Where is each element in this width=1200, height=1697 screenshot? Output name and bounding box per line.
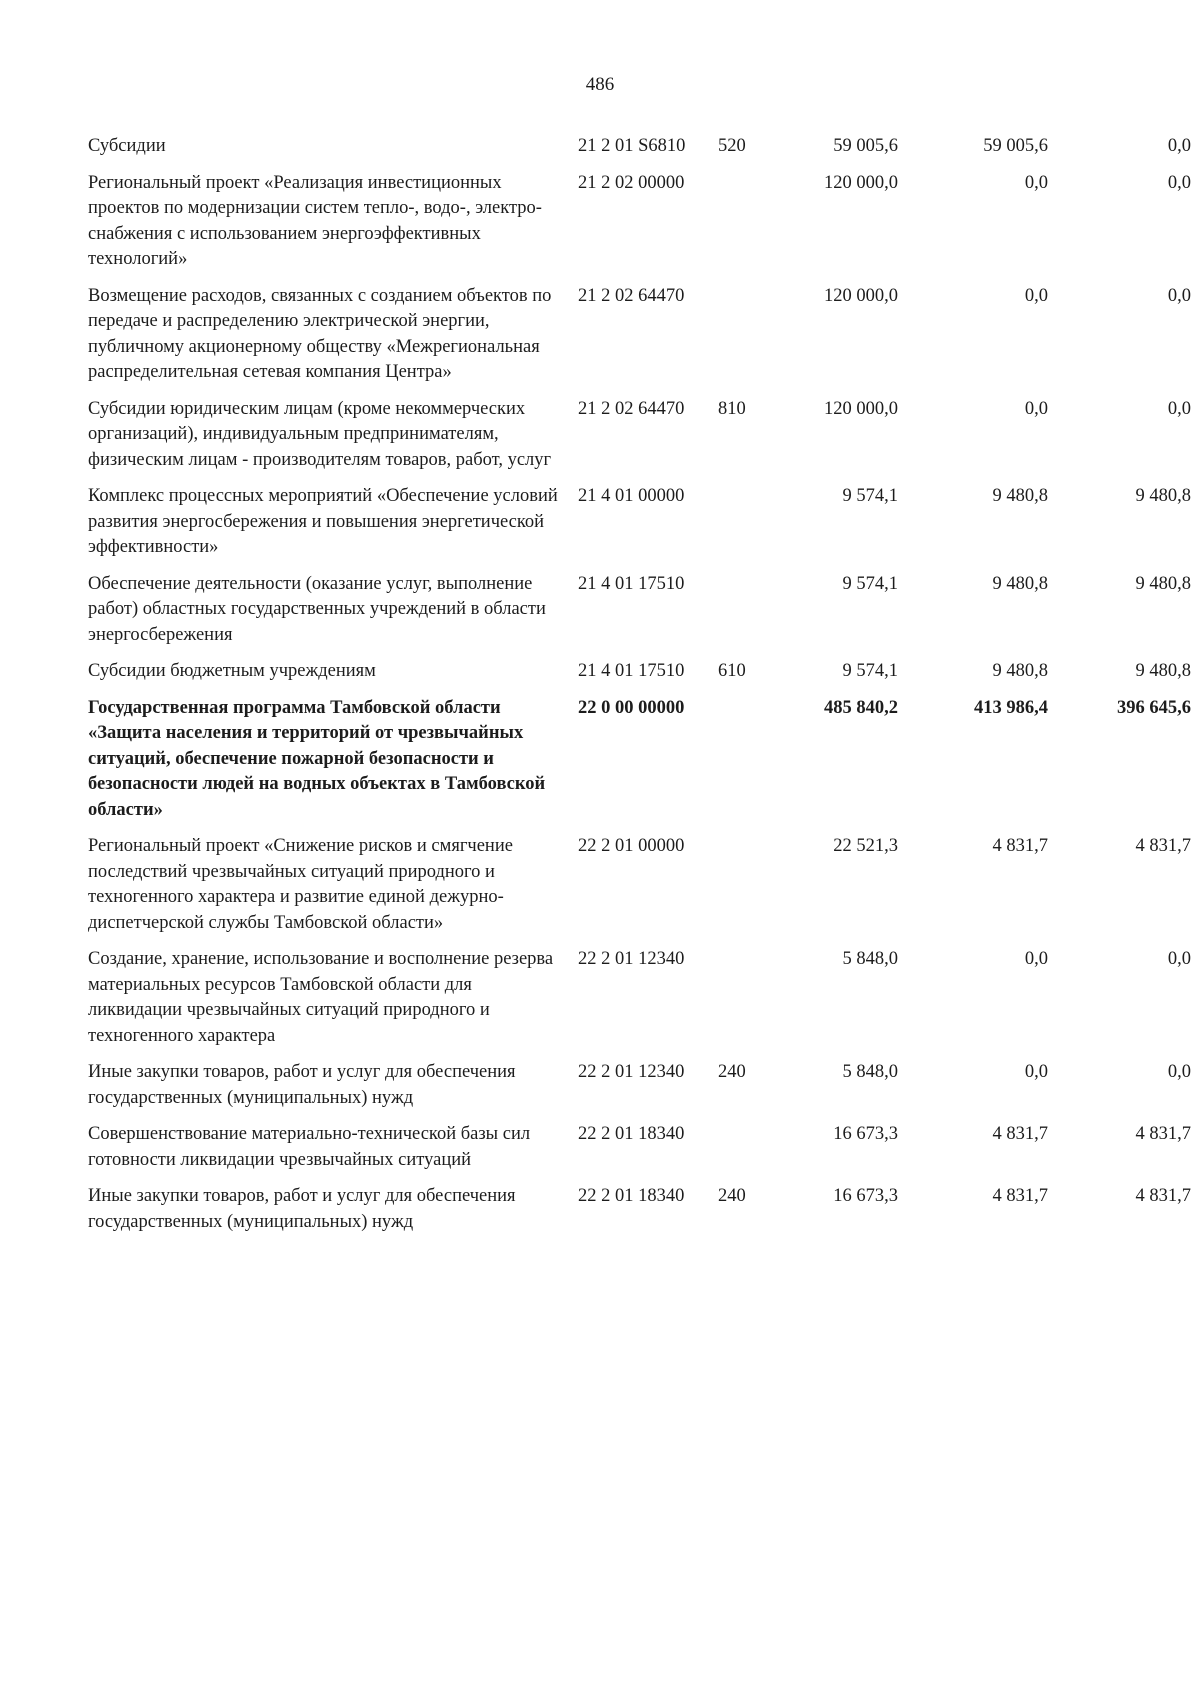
- budget-table: [88, 134, 1191, 1246]
- table-row: [88, 1184, 1191, 1246]
- table-row: [88, 572, 1191, 660]
- row-expense-type: 240: [718, 1186, 746, 1206]
- row-code: 21 2 02 64470: [578, 398, 685, 419]
- row-code: 21 2 02 64470: [578, 285, 685, 306]
- row-value-3: 0,0: [1167, 949, 1191, 969]
- row-expense-type: [713, 171, 773, 284]
- row-expense-type: [713, 572, 773, 660]
- row-value-3: 0,0: [1167, 285, 1191, 306]
- row-name: Создание, хранение, использование и восполнение резерва материальных ресурсов Тамбовской области для ликвидации чрезвычайных ситуаций природного и техногенного характера: [88, 949, 554, 1046]
- row-value-3: 4 831,7: [1135, 1124, 1191, 1144]
- row-value-3: 4 831,7: [1135, 1186, 1191, 1206]
- row-name: Региональный проект «Реализация инвестиционных проектов по модернизации систем тепло-, водо-, электро- снабжения с использованием энергоэффективных технологий»: [88, 172, 542, 269]
- table-row: [88, 1122, 1191, 1184]
- row-expense-type: [713, 1122, 773, 1184]
- row-name: Субсидии бюджетным учреждениям: [88, 661, 376, 681]
- table-row: [88, 484, 1191, 572]
- row-code: 21 4 01 17510: [578, 661, 685, 681]
- table-row: [88, 834, 1191, 947]
- row-expense-type: [713, 696, 773, 835]
- row-name: Иные закупки товаров, работ и услуг для обеспечения государственных (муниципальных) нужд: [88, 1186, 516, 1232]
- row-expense-type: 810: [718, 398, 746, 419]
- row-name: Субсидии юридическим лицам (кроме некоммерческих организаций), индивидуальным предпринимателям, физическим лицам - производителям товаров, работ, услуг: [88, 398, 552, 470]
- row-code: 22 2 01 00000: [578, 836, 685, 856]
- row-value-3: 396 645,6: [1117, 697, 1191, 718]
- row-value-2: 9 480,8: [992, 573, 1048, 594]
- row-value-1: 9 574,1: [842, 573, 898, 594]
- row-value-3: 9 480,8: [1135, 573, 1191, 594]
- row-value-2: 0,0: [1024, 285, 1048, 306]
- row-value-2: 0,0: [1024, 172, 1048, 193]
- row-value-2: 0,0: [1024, 1062, 1048, 1082]
- row-value-1: 120 000,0: [824, 172, 898, 193]
- row-value-1: 59 005,6: [833, 136, 898, 156]
- row-code: 22 2 01 18340: [578, 1186, 685, 1206]
- row-code: 22 0 00 00000: [578, 697, 685, 718]
- row-value-2: 9 480,8: [992, 486, 1048, 506]
- row-value-3: 9 480,8: [1135, 486, 1191, 506]
- row-name: Государственная программа Тамбовской области «Защита населения и территорий от чрезвычайных ситуаций, обеспечение пожарной безопасности и безопасности людей на водных объектах в Тамбовской области»: [88, 697, 546, 820]
- table-row: [88, 397, 1191, 485]
- row-code: 21 4 01 17510: [578, 573, 685, 594]
- row-expense-type: [713, 284, 773, 397]
- row-code: 21 2 01 S6810: [578, 136, 686, 156]
- row-name: Совершенствование материально-технической базы сил готовности ликвидации чрезвычайных ситуаций: [88, 1124, 531, 1170]
- row-value-2: 0,0: [1024, 398, 1048, 419]
- row-name: Субсидии: [88, 136, 166, 156]
- row-value-1: 485 840,2: [824, 697, 898, 718]
- row-value-3: 4 831,7: [1135, 836, 1191, 856]
- row-name: Возмещение расходов, связанных с созданием объектов по передаче и распределению электрической энергии, публичному акционерному обществу «Межрегиональная распределительная сетевая компания Центра»: [88, 285, 552, 382]
- row-value-2: 4 831,7: [992, 836, 1048, 856]
- row-value-2: 4 831,7: [992, 1186, 1048, 1206]
- row-name: Обеспечение деятельности (оказание услуг, выполнение работ) областных государственных учреждений в области энергосбережения: [88, 573, 546, 645]
- row-value-1: 5 848,0: [842, 1062, 898, 1082]
- row-value-2: 4 831,7: [992, 1124, 1048, 1144]
- row-value-1: 16 673,3: [833, 1124, 898, 1144]
- row-value-1: 16 673,3: [833, 1186, 898, 1206]
- table-body: [88, 134, 1191, 1246]
- row-expense-type: 610: [718, 661, 746, 681]
- row-value-1: 120 000,0: [824, 285, 898, 306]
- row-value-3: 0,0: [1167, 136, 1191, 156]
- table-row: [88, 171, 1191, 284]
- row-value-1: 120 000,0: [824, 398, 898, 419]
- row-value-1: 22 521,3: [833, 836, 898, 856]
- table-row: [88, 134, 1191, 171]
- row-code: 22 2 01 12340: [578, 1062, 685, 1082]
- row-value-3: 0,0: [1167, 398, 1191, 419]
- row-value-3: 0,0: [1167, 1062, 1191, 1082]
- row-code: 22 2 01 18340: [578, 1124, 685, 1144]
- row-value-2: 0,0: [1024, 949, 1048, 969]
- row-value-1: 5 848,0: [842, 949, 898, 969]
- row-value-3: 9 480,8: [1135, 661, 1191, 681]
- row-expense-type: [713, 484, 773, 572]
- row-value-2: 59 005,6: [983, 136, 1048, 156]
- row-code: 21 4 01 00000: [578, 486, 685, 506]
- row-code: 22 2 01 12340: [578, 949, 685, 969]
- row-expense-type: 240: [718, 1062, 746, 1082]
- table-row: [88, 947, 1191, 1060]
- table-row: [88, 1060, 1191, 1122]
- row-name: Региональный проект «Снижение рисков и смягчение последствий чрезвычайных ситуаций природного и техногенного характера и развитие единой дежурно-диспетчерской службы Тамбовской области»: [88, 836, 513, 933]
- page-number: 486: [585, 74, 615, 95]
- table-row: [88, 696, 1191, 835]
- row-name: Комплекс процессных мероприятий «Обеспечение условий развития энергосбережения и повышения энергетической эффективности»: [88, 486, 558, 557]
- row-value-1: 9 574,1: [842, 661, 898, 681]
- row-expense-type: [713, 834, 773, 947]
- row-value-2: 9 480,8: [992, 661, 1048, 681]
- row-name: Иные закупки товаров, работ и услуг для обеспечения государственных (муниципальных) нужд: [88, 1062, 516, 1108]
- row-expense-type: 520: [718, 136, 746, 156]
- row-value-2: 413 986,4: [974, 697, 1048, 718]
- row-code: 21 2 02 00000: [578, 172, 685, 193]
- row-expense-type: [713, 947, 773, 1060]
- table-row: [88, 284, 1191, 397]
- table-row: [88, 659, 1191, 696]
- row-value-3: 0,0: [1167, 172, 1191, 193]
- row-value-1: 9 574,1: [842, 486, 898, 506]
